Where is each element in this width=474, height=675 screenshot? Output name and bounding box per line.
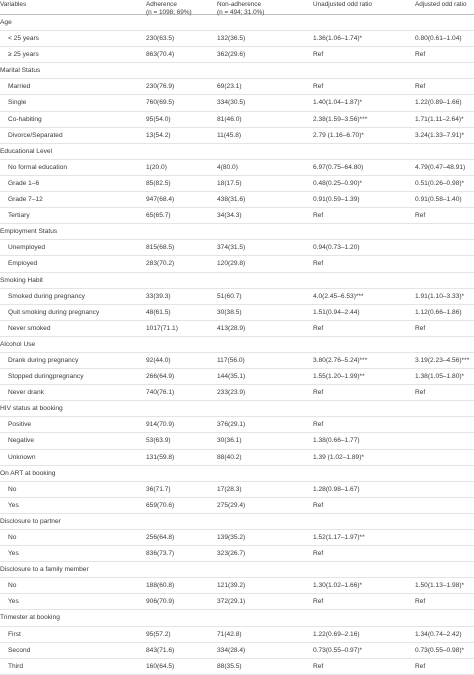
variable-cell: No (8, 534, 17, 541)
non-adherence-cell: 18(17.5) (217, 179, 242, 187)
variable-cell: Stopped duringpregnancy (8, 373, 84, 381)
section-header-row (0, 273, 474, 289)
adherence-cell: 266(64.9) (146, 373, 175, 381)
unadjusted-or-cell: 1.38(0.66–1.77) (313, 437, 360, 445)
unadjusted-or-cell: 1.52(1.17–1.97)** (313, 534, 365, 541)
non-adherence-cell: 88(35.5) (217, 662, 242, 670)
table-row (0, 31, 474, 47)
section-header-row (0, 224, 474, 240)
unadjusted-or-cell: Ref (313, 421, 324, 429)
non-adherence-cell: 30(36.1) (217, 437, 242, 445)
header-adjusted-or: Adjusted odd ratio (415, 1, 467, 8)
unadjusted-or-cell: Ref (313, 389, 324, 397)
adjusted-or-cell: 1.38(1.05–1.80)* (415, 373, 465, 381)
non-adherence-cell: 17(28.3) (217, 485, 242, 493)
variable-cell: Smoked during pregnancy (8, 292, 85, 300)
adjusted-or-cell: Ref (415, 662, 426, 670)
table-row (0, 627, 474, 643)
table-row (0, 482, 474, 498)
adherence-cell: 906(70.9) (146, 598, 175, 606)
variable-cell: Employed (8, 260, 38, 268)
unadjusted-or-cell: 2.79 (1.16–6.70)* (313, 131, 364, 139)
adjusted-or-cell: 1.71(1.11–2.64)* (415, 115, 464, 123)
non-adherence-cell: 275(29.4) (217, 501, 246, 509)
non-adherence-cell: 34(34.3) (217, 212, 242, 220)
adherence-cell: 53(63.9) (146, 437, 171, 445)
non-adherence-cell: 132(36.5) (217, 35, 246, 43)
variable-cell: Unemployed (8, 244, 46, 252)
header-variables: Variables (0, 1, 27, 8)
unadjusted-or-cell: Ref (313, 212, 324, 220)
adherence-cell: 13(54.2) (146, 131, 171, 139)
unadjusted-or-cell: Ref (313, 550, 324, 558)
variable-cell: Tertiary (8, 212, 30, 220)
variable-cell: First (8, 630, 21, 638)
header-unadjusted-or: Unadjusted odd ratio (313, 1, 372, 8)
unadjusted-or-cell: 1.39 (1.02–1.89)* (313, 453, 364, 461)
non-adherence-cell: 81(46.0) (217, 115, 242, 123)
table-row (0, 659, 474, 675)
adherence-cell: 230(63.5) (146, 35, 175, 43)
adjusted-or-cell: Ref (415, 83, 426, 91)
section-header-row (0, 63, 474, 79)
adjusted-or-cell: 4.79(0.47–48.91) (415, 163, 466, 171)
adjusted-or-cell: Ref (415, 51, 426, 59)
adherence-cell: 947(68.4) (146, 196, 175, 204)
non-adherence-cell: 69(23.1) (217, 83, 242, 91)
non-adherence-cell: 120(29.8) (217, 260, 246, 268)
section-header-row (0, 562, 474, 578)
adjusted-or-cell: 3.19(2.23–4.56)*** (415, 356, 470, 364)
unadjusted-or-cell: 1.51(0.94–2.44) (313, 308, 360, 316)
section-label: Disclosure to a family member (0, 566, 89, 574)
non-adherence-cell: 4(80.0) (217, 163, 238, 171)
variable-cell: Grade 1–6 (8, 179, 40, 187)
adherence-cell: 843(71.6) (146, 646, 175, 654)
unadjusted-or-cell: 3.80(2.76–5.24)*** (313, 356, 368, 364)
table-row (0, 498, 474, 514)
adjusted-or-cell: Ref (415, 598, 426, 606)
non-adherence-cell: 376(29.1) (217, 421, 246, 429)
variable-cell: Drank during pregnancy (8, 356, 79, 364)
variable-cell: Divorce/Separated (8, 131, 63, 139)
table-row (0, 305, 474, 321)
unadjusted-or-cell: 0.73(0.55–0.97)* (313, 646, 363, 654)
unadjusted-or-cell: 1.36(1.06–1.74)* (313, 35, 363, 43)
unadjusted-or-cell: 0.94(0.73–1.20) (313, 244, 360, 252)
section-header-row (0, 337, 474, 353)
unadjusted-or-cell: 6.97(0.75–64.80) (313, 163, 364, 171)
adjusted-or-cell: 1.12(0.66–1.86) (415, 308, 462, 316)
adherence-cell: 188(60.8) (146, 582, 175, 590)
unadjusted-or-cell: 1.55(1.20–1.99)** (313, 373, 365, 381)
variable-cell: Unknown (8, 453, 36, 461)
adherence-cell: 863(70.4) (146, 51, 175, 59)
unadjusted-or-cell: 0.48(0.25–0.90)* (313, 179, 363, 187)
variable-cell: Negative (8, 437, 35, 445)
section-header-row (0, 466, 474, 482)
non-adherence-cell: 71(42.8) (217, 630, 242, 638)
non-adherence-cell: 88(40.2) (217, 453, 242, 461)
unadjusted-or-cell: 2.38(1.59–3.56)*** (313, 115, 368, 123)
adjusted-or-cell: Ref (415, 324, 426, 332)
adherence-cell: 95(54.0) (146, 115, 171, 123)
non-adherence-cell: 438(31.6) (217, 196, 246, 204)
section-label: Employment Status (0, 228, 58, 236)
unadjusted-or-cell: 1.22(0.69–2.16) (313, 630, 360, 638)
adjusted-or-cell: 1.50(1.13–1.98)* (415, 582, 465, 590)
variable-cell: Positive (8, 421, 32, 429)
variable-cell: Never smoked (8, 324, 51, 332)
variable-cell: Grade 7–12 (8, 196, 43, 204)
table-row (0, 594, 474, 610)
section-header-row (0, 401, 474, 417)
table-row (0, 208, 474, 224)
table-row (0, 417, 474, 433)
table-header (0, 0, 474, 15)
unadjusted-or-cell: 1.28(0.98–1.67) (313, 485, 360, 493)
adjusted-or-cell: 0.91(0.58–1.40) (415, 196, 462, 204)
non-adherence-cell: 233(23.9) (217, 389, 246, 397)
table-row (0, 450, 474, 466)
unadjusted-or-cell: 4.0(2.45–6.53)*** (313, 292, 364, 300)
section-label: HIV status at booking (0, 405, 63, 413)
table-row (0, 321, 474, 337)
adherence-cell: 256(64.8) (146, 534, 175, 541)
section-header-row (0, 144, 474, 160)
unadjusted-or-cell: Ref (313, 51, 324, 59)
section-header-row (0, 15, 474, 31)
variable-cell: Second (8, 646, 31, 654)
adherence-cell: 836(73.7) (146, 550, 175, 558)
table-row (0, 369, 474, 385)
table-row (0, 530, 474, 546)
section-header-row (0, 514, 474, 530)
variable-cell: No (8, 582, 17, 590)
unadjusted-or-cell: Ref (313, 598, 324, 606)
adherence-cell: 160(64.5) (146, 662, 175, 670)
adherence-cell: 659(70.6) (146, 501, 175, 509)
table-row (0, 256, 474, 272)
adherence-cell: 48(61.5) (146, 308, 171, 316)
table-row (0, 240, 474, 256)
variable-cell: No (8, 485, 17, 493)
non-adherence-cell: 334(28.4) (217, 646, 246, 654)
non-adherence-cell: 121(39.2) (217, 582, 246, 590)
adjusted-or-cell: 3.24(1.33–7.91)* (415, 131, 465, 139)
adjusted-or-cell: 1.34(0.74–2.42) (415, 630, 462, 638)
non-adherence-cell: 334(30.5) (217, 99, 246, 107)
variable-cell: Single (8, 99, 27, 107)
adjusted-or-cell: 1.22(0.89–1.66) (415, 99, 462, 107)
variable-cell: Third (8, 662, 24, 670)
adherence-cell: 914(70.9) (146, 421, 175, 429)
table-row (0, 353, 474, 369)
adherence-cell: 85(82.5) (146, 179, 171, 187)
non-adherence-cell: 323(26.7) (217, 550, 246, 558)
unadjusted-or-cell: Ref (313, 662, 324, 670)
adjusted-or-cell: Ref (415, 212, 426, 220)
non-adherence-cell: 11(45.8) (217, 131, 242, 139)
unadjusted-or-cell: Ref (313, 324, 324, 332)
table-row (0, 289, 474, 305)
unadjusted-or-cell: Ref (313, 83, 324, 91)
non-adherence-cell: 117(56.0) (217, 356, 245, 364)
table-row (0, 192, 474, 208)
table-row (0, 433, 474, 449)
variable-cell: Yes (8, 598, 19, 606)
non-adherence-cell: 139(35.2) (217, 534, 246, 541)
table-row (0, 578, 474, 594)
adjusted-or-cell: Ref (415, 389, 426, 397)
variable-cell: Yes (8, 501, 19, 509)
table-row (0, 79, 474, 95)
adherence-cell: 815(68.5) (146, 244, 175, 252)
header-non-adherence: Non-adherence (n = 494; 31.0%) (217, 1, 265, 16)
table-row (0, 128, 474, 144)
section-label: On ART at booking (0, 469, 56, 477)
variable-cell: Co-habiting (8, 115, 42, 123)
variable-cell: Married (8, 83, 31, 91)
unadjusted-or-cell: 0.91(0.59–1.39) (313, 196, 360, 204)
unadjusted-or-cell: Ref (313, 260, 324, 268)
non-adherence-cell: 30(38.5) (217, 308, 242, 316)
non-adherence-cell: 374(31.5) (217, 244, 246, 252)
non-adherence-cell: 372(29.1) (217, 598, 246, 606)
table-row (0, 643, 474, 659)
unadjusted-or-cell: 1.30(1.02–1.66)* (313, 582, 363, 590)
unadjusted-or-cell: Ref (313, 501, 324, 509)
section-label: Educational Level (0, 147, 53, 155)
table-row (0, 112, 474, 128)
non-adherence-cell: 362(29.6) (217, 51, 246, 59)
unadjusted-or-cell: 1.40(1.04–1.87)* (313, 99, 363, 107)
table-row (0, 176, 474, 192)
adherence-cell: 283(70.2) (146, 260, 175, 268)
variable-cell: ≥ 25 years (8, 51, 39, 59)
header-adherence: Adherence (n = 1098; 69%) (146, 1, 192, 16)
adherence-cell: 131(59.8) (146, 453, 175, 461)
adherence-cell: 65(65.7) (146, 212, 171, 220)
table-row (0, 385, 474, 401)
variable-cell: < 25 years (8, 35, 39, 43)
section-label: Trimester at booking (0, 614, 60, 622)
section-label: Marital Status (0, 67, 41, 75)
variable-cell: Never drank (8, 389, 44, 397)
section-label: Age (0, 19, 12, 26)
section-header-row (0, 610, 474, 626)
adherence-cell: 92(44.0) (146, 356, 171, 364)
variable-cell: Yes (8, 550, 19, 558)
table-row (0, 160, 474, 176)
section-label: Disclosure to partner (0, 517, 61, 525)
section-label: Alcohol Use (0, 340, 36, 348)
adjusted-or-cell: 0.51(0.26–0.98)* (415, 179, 465, 187)
adherence-cell: 95(57.2) (146, 630, 171, 638)
non-adherence-cell: 51(60.7) (217, 292, 242, 300)
adherence-cell: 36(71.7) (146, 485, 171, 493)
non-adherence-cell: 144(35.1) (217, 373, 246, 381)
adherence-cell: 230(76.9) (146, 83, 175, 91)
variable-cell: No formal education (8, 163, 68, 171)
adherence-cell: 1(20.0) (146, 163, 167, 171)
table-row (0, 95, 474, 111)
section-label: Smoking Habit (0, 276, 43, 284)
adherence-cell: 1017(71.1) (146, 324, 178, 332)
adherence-cell: 760(69.5) (146, 99, 175, 107)
adherence-cell: 740(76.1) (146, 389, 175, 397)
table-row (0, 47, 474, 63)
adjusted-or-cell: 1.91(1.10–3.33)* (415, 292, 465, 300)
table-body (0, 15, 474, 675)
adherence-cell: 33(39.3) (146, 292, 171, 300)
non-adherence-cell: 413(28.9) (217, 324, 246, 332)
table-row (0, 546, 474, 562)
variable-cell: Quit smoking during pregnancy (8, 308, 100, 316)
adjusted-or-cell: 0.73(0.55–0.98)* (415, 646, 465, 654)
adjusted-or-cell: 0.80(0.61–1.04) (415, 35, 462, 43)
